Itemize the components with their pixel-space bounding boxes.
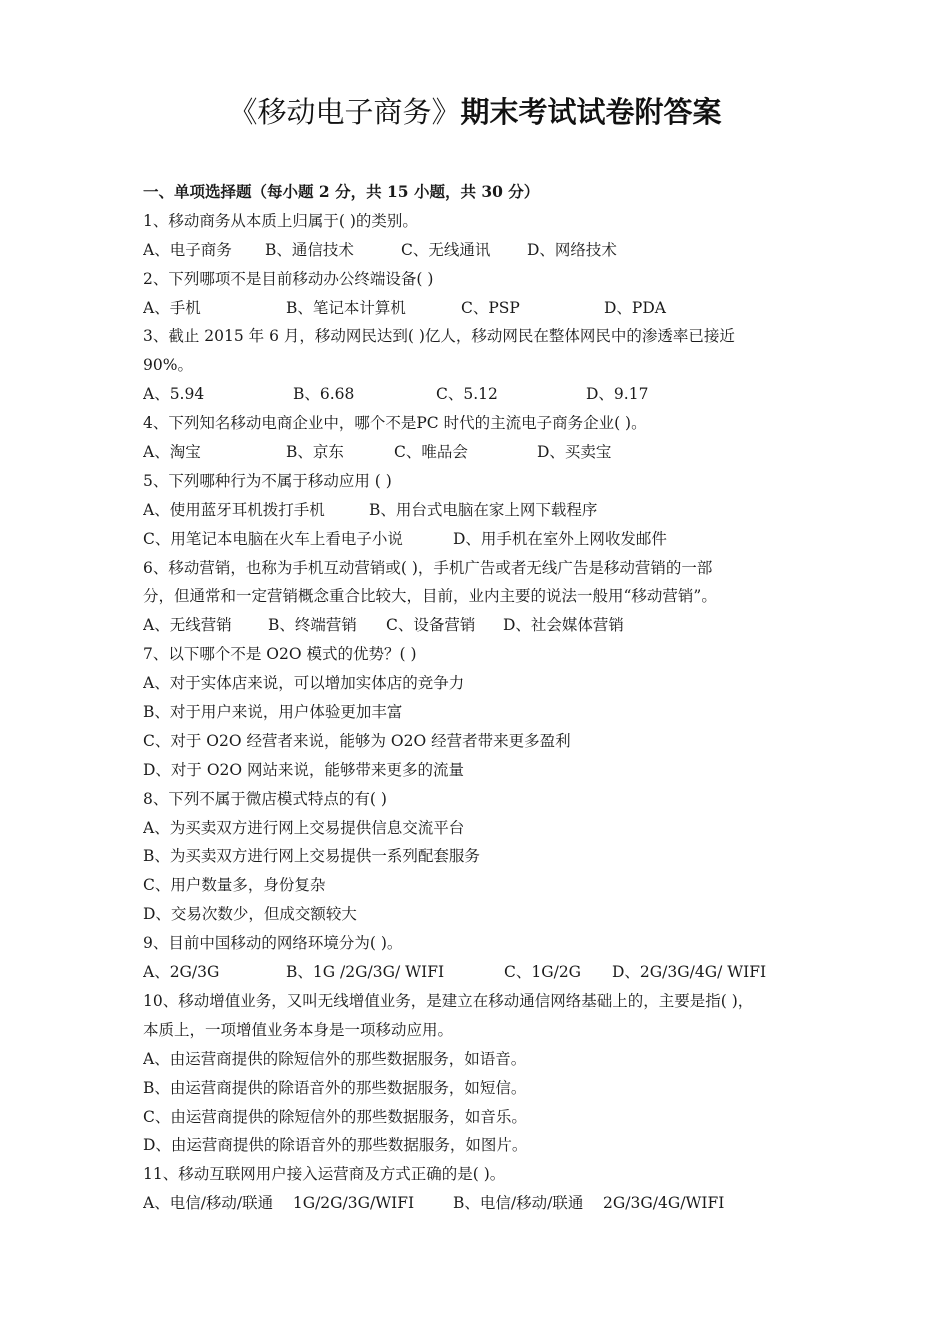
question-7: 7、以下哪个不是 O2O 模式的优势？( ) — [143, 645, 417, 664]
option-a: A、对于实体店来说，可以增加实体店的竞争力 — [143, 674, 465, 693]
option-c: C、PSP — [461, 298, 520, 317]
question-11: 11、移动互联网用户接入运营商及方式正确的是( )。 — [143, 1165, 506, 1184]
option-a: A、手机 — [143, 298, 201, 317]
question-10-line-1: 10、移动增值业务，又叫无线增值业务，是建立在移动通信网络基础上的，主要是指( )， — [143, 991, 754, 1010]
option-c: C、5.12 — [436, 385, 498, 404]
option-c: C、用笔记本电脑在火车上看电子小说 — [143, 529, 403, 548]
option-a: A、电信/移动/联通 1G/2G/3G/WIFI — [143, 1194, 415, 1213]
question-8: 8、下列不属于微店模式特点的有( ) — [143, 789, 387, 808]
question-10-line-2: 本质上，一项增值业务本身是一项移动应用。 — [143, 1020, 454, 1039]
option-b: B、用台式电脑在家上网下载程序 — [369, 500, 598, 519]
option-c: C、设备营销 — [386, 616, 476, 635]
title-exam-name: 期末考试试卷附答案 — [460, 95, 722, 129]
option-a: A、为买卖双方进行网上交易提供信息交流平台 — [143, 818, 465, 837]
option-b: B、1G /2G/3G/ WIFI — [286, 963, 445, 982]
option-b: B、笔记本计算机 — [286, 298, 406, 317]
option-a: A、电子商务 — [143, 240, 232, 259]
question-3-options — [143, 380, 823, 409]
option-c: C、对于 O2O 经营者来说，能够为 O2O 经营者带来更多盈利 — [143, 731, 571, 750]
option-c: C、由运营商提供的除短信外的那些数据服务，如音乐。 — [143, 1107, 527, 1126]
question-2: 2、下列哪项不是目前移动办公终端设备( ) — [143, 269, 434, 288]
question-2-options — [143, 294, 823, 323]
option-c: C、1G/2G — [504, 963, 582, 982]
option-d: D、PDA — [604, 298, 666, 317]
question-4: 4、下列知名移动电商企业中，哪个不是PC 时代的主流电子商务企业( )。 — [143, 414, 647, 433]
option-d: D、9.17 — [586, 385, 649, 404]
option-b: B、对于用户来说，用户体验更加丰富 — [143, 703, 403, 722]
question-6-line-2: 分，但通常和一定营销概念重合比较大，目前，业内主要的说法一般用“移动营销”。 — [143, 587, 717, 606]
option-a: A、淘宝 — [143, 443, 201, 462]
option-b: B、由运营商提供的除语音外的那些数据服务，如短信。 — [143, 1078, 527, 1097]
option-c: C、用户数量多，身份复杂 — [143, 876, 326, 895]
option-d: D、用手机在室外上网收发邮件 — [453, 529, 667, 548]
option-d: D、交易次数少，但成交额较大 — [143, 905, 357, 924]
option-c: C、无线通讯 — [401, 240, 491, 259]
option-a: A、使用蓝牙耳机拨打手机 — [143, 500, 325, 519]
question-5-options-row-1 — [143, 496, 823, 525]
option-a: A、2G/3G — [143, 963, 220, 982]
question-4-options — [143, 438, 823, 467]
option-a: A、无线营销 — [143, 616, 232, 635]
question-9: 9、目前中国移动的网络环境分为( )。 — [143, 934, 403, 953]
question-3-line-2: 90%。 — [143, 356, 193, 375]
document-title — [0, 92, 950, 132]
question-6-options — [143, 611, 823, 640]
option-d: D、2G/3G/4G/ WIFI — [612, 963, 767, 982]
question-1-options — [143, 236, 823, 265]
option-d: D、买卖宝 — [537, 443, 612, 462]
option-d: D、网络技术 — [527, 240, 617, 259]
option-d: D、由运营商提供的除语音外的那些数据服务，如图片。 — [143, 1136, 528, 1155]
option-b: B、为买卖双方进行网上交易提供一系列配套服务 — [143, 847, 480, 866]
question-6-line-1: 6、移动营销，也称为手机互动营销或( )，手机广告或者无线广告是移动营销的一部 — [143, 558, 713, 577]
question-5: 5、下列哪种行为不属于移动应用 ( ) — [143, 471, 392, 490]
option-b: B、电信/移动/联通 2G/3G/4G/WIFI — [453, 1194, 725, 1213]
question-11-options — [143, 1189, 823, 1218]
section-heading: 一、单项选择题（每小题 2 分，共 15 小题，共 30 分） — [143, 182, 540, 201]
option-a: A、5.94 — [143, 385, 205, 404]
option-b: B、京东 — [286, 443, 344, 462]
title-book-name: 《移动电子商务》 — [228, 95, 461, 129]
option-d: D、对于 O2O 网站来说，能够带来更多的流量 — [143, 760, 465, 779]
question-1: 1、移动商务从本质上归属于( )的类别。 — [143, 211, 418, 230]
option-b: B、终端营销 — [268, 616, 357, 635]
question-5-options-row-2 — [143, 525, 823, 554]
question-9-options — [143, 958, 823, 987]
option-a: A、由运营商提供的除短信外的那些数据服务，如语音。 — [143, 1049, 527, 1068]
exam-body — [143, 178, 823, 1218]
option-b: B、通信技术 — [265, 240, 354, 259]
option-c: C、唯品会 — [394, 443, 468, 462]
option-d: D、社会媒体营销 — [503, 616, 624, 635]
question-3-line-1: 3、截止 2015 年 6 月，移动网民达到( )亿人，移动网民在整体网民中的渗透率已接近 — [143, 327, 735, 346]
option-b: B、6.68 — [293, 385, 355, 404]
